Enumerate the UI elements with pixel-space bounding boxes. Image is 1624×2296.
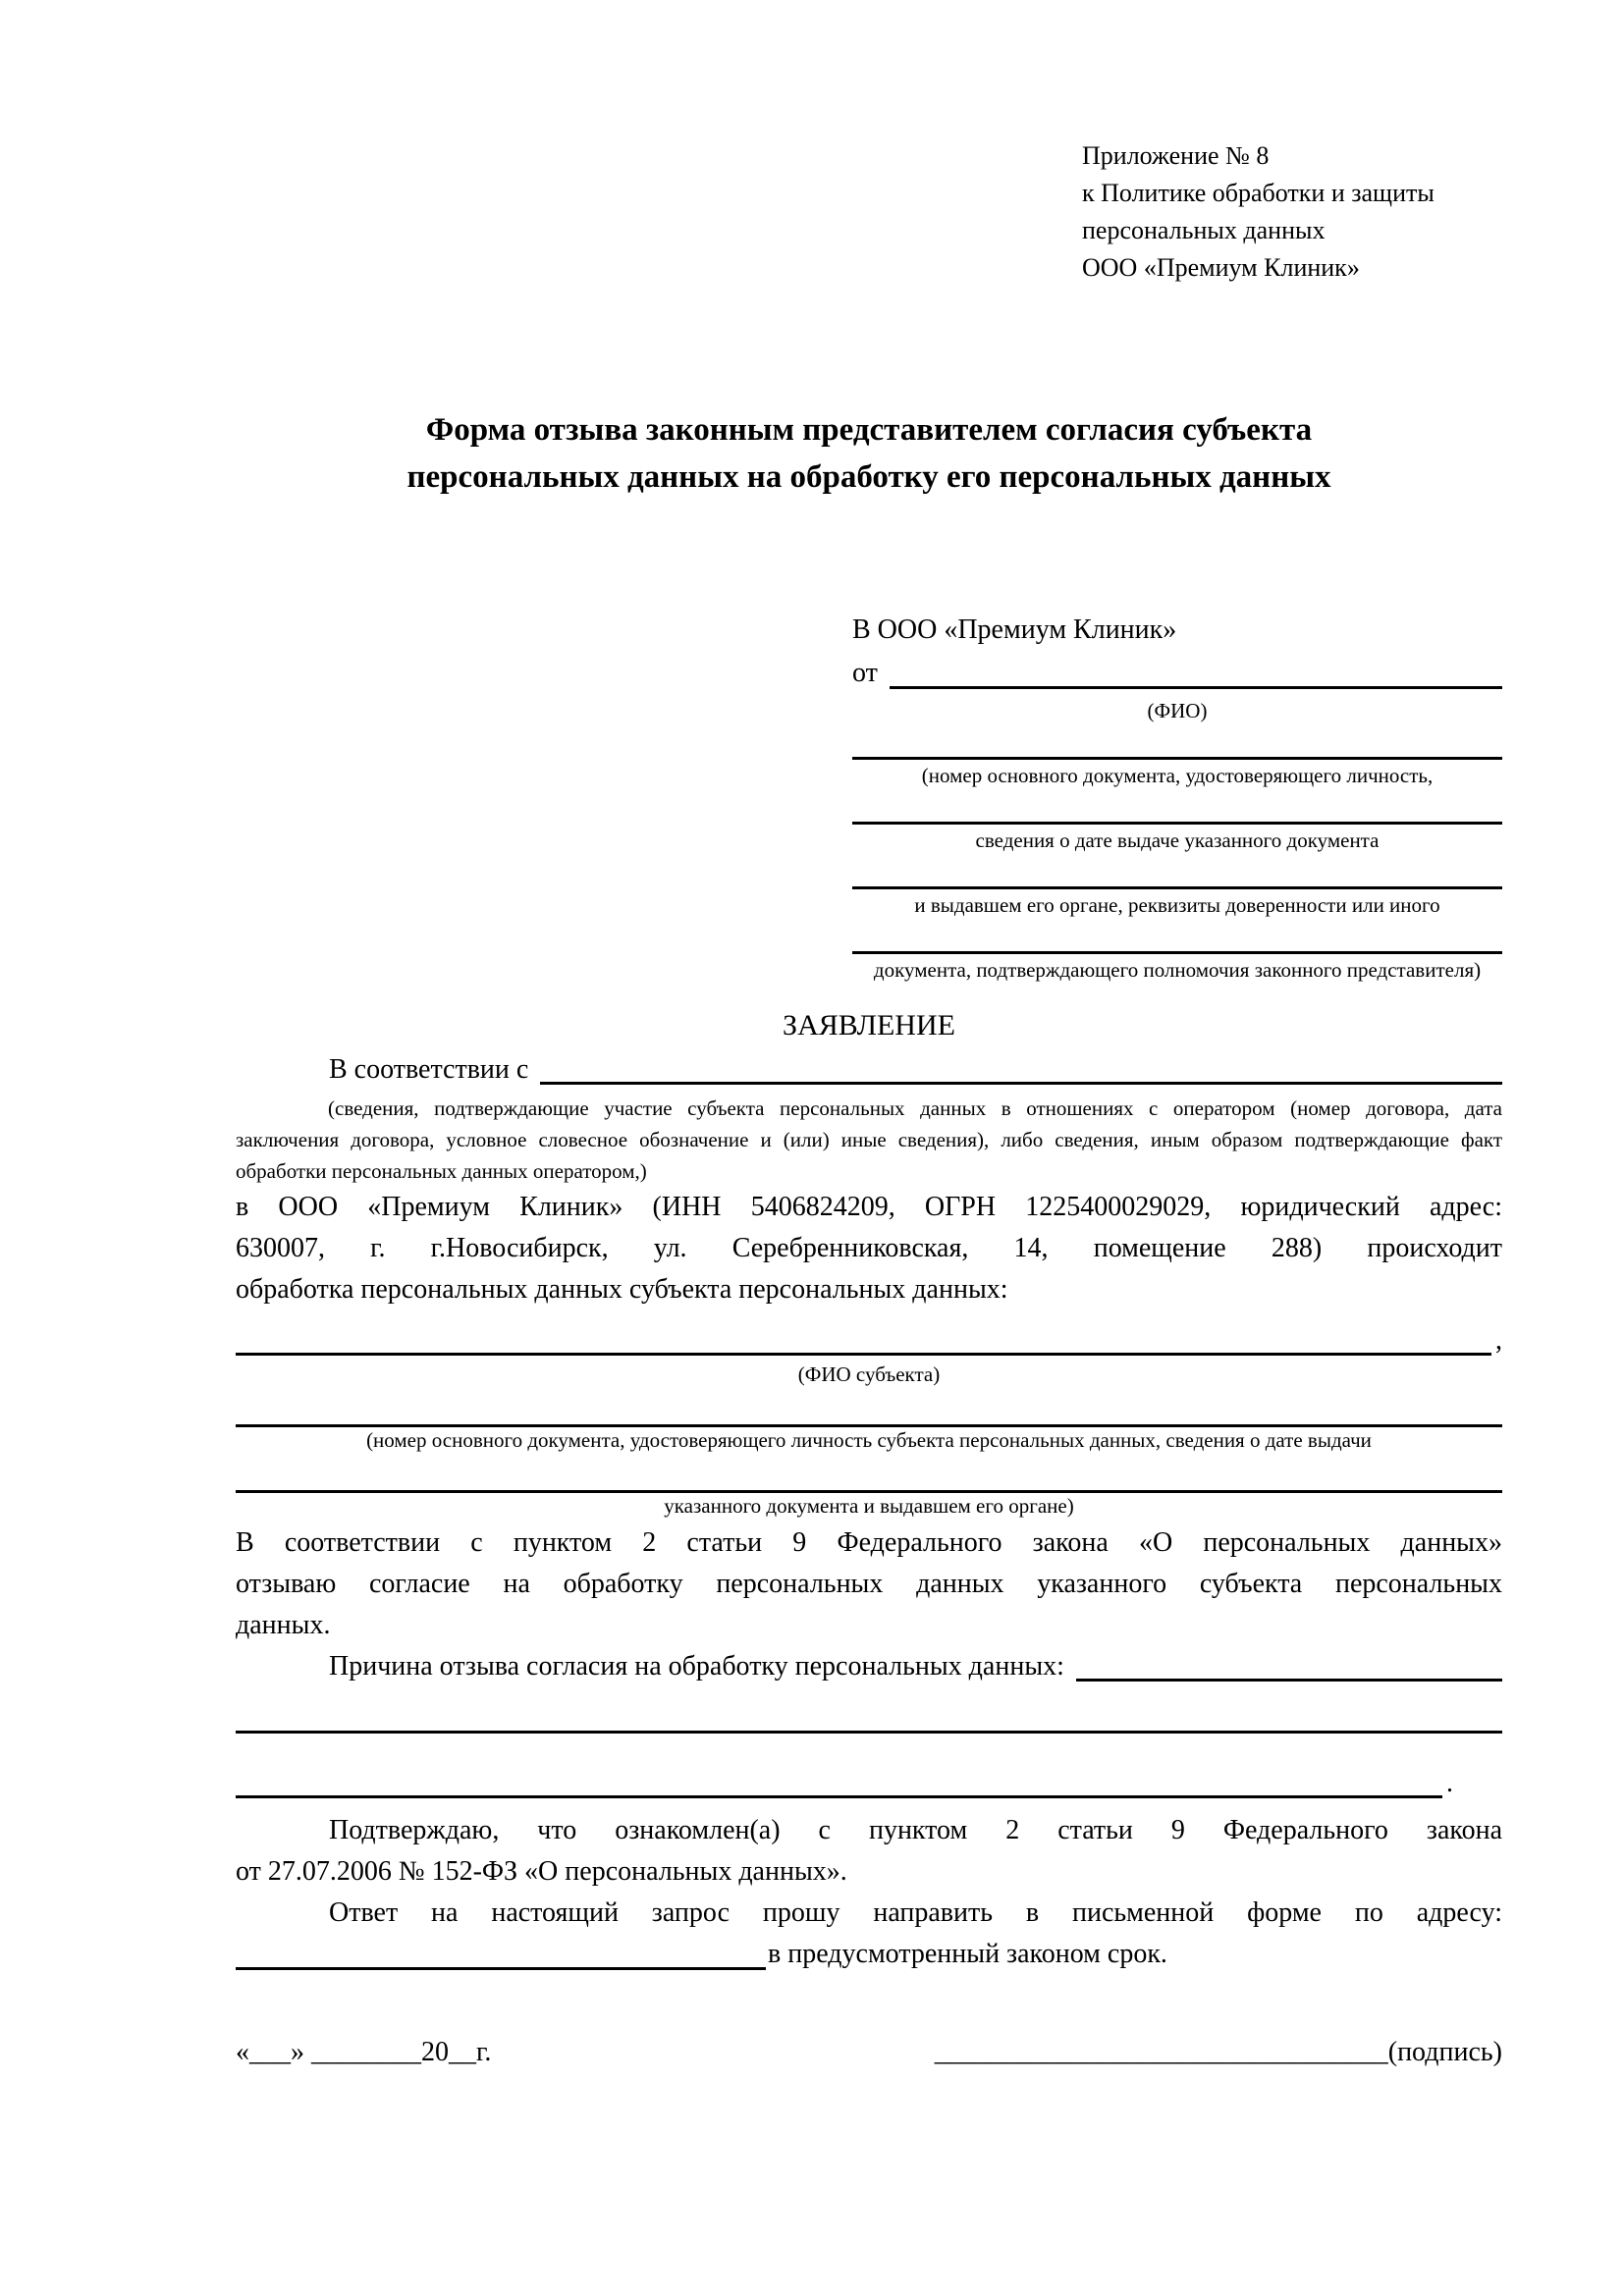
from-row xyxy=(852,652,1502,695)
date-blank: «___» ________20__г. xyxy=(236,2037,492,2067)
paragraph-line: от 27.07.2006 № 152-ФЗ «О персональных данных». xyxy=(236,1856,847,1887)
trailing-comma: , xyxy=(1495,1325,1502,1356)
document-info-field xyxy=(852,822,1502,853)
statement-heading: ЗАЯВЛЕНИЕ xyxy=(783,1009,955,1041)
subject-fio-blank-line xyxy=(236,1353,1491,1356)
blank-line-caption: документа, подтверждающего полномочия законного представителя) xyxy=(873,958,1482,982)
reason-blank-line-3 xyxy=(236,1763,1502,1804)
document-title xyxy=(236,406,1502,501)
blank-line-caption: указанного документа и выдавшем его органе) xyxy=(664,1494,1074,1518)
document-info-field xyxy=(852,951,1502,983)
signature-caption: (подпись) xyxy=(1387,2037,1502,2067)
signature-block xyxy=(935,2032,1502,2073)
subject-fio-field xyxy=(236,1320,1502,1362)
appendix-line: к Политике обработки и защиты xyxy=(1082,179,1435,207)
in-accordance-caption xyxy=(236,1093,1502,1187)
paragraph-line: В соответствии с пунктом 2 статьи 9 Федерального закона «О персональных данных» xyxy=(236,1527,1502,1558)
fio-blank-line xyxy=(890,686,1502,689)
caption-line: заключения договора, условное словесное обозначение и (или) иные сведения), либо сведения, иным образом подтверждающие факт xyxy=(236,1128,1502,1151)
blank-line-caption: (номер основного документа, удостоверяющего личность субъекта персональных данных, сведения о дате выдачи xyxy=(366,1428,1372,1452)
document-info-field xyxy=(852,757,1502,788)
appendix-header xyxy=(1082,137,1502,287)
document-title-line: персональных данных на обработку его персональных данных xyxy=(406,459,1331,495)
caption-line: (сведения, подтверждающие участие субъекта персональных данных в отношениях с оператором (номер договора, дата xyxy=(328,1096,1502,1120)
appendix-line: ООО «Премиум Клиник» xyxy=(1082,253,1360,282)
blank-line-caption: сведения о дате выдаче указанного документа xyxy=(975,828,1380,852)
trailing-period: . xyxy=(1446,1768,1453,1798)
blank-line-caption: и выдавшем его органе, реквизиты доверенности или иного xyxy=(914,893,1440,917)
response-request-tail: в предусмотренный законом срок. xyxy=(768,1939,1167,1969)
in-accordance-row xyxy=(236,1049,1502,1091)
blank-line xyxy=(852,757,1502,760)
subject-fio-caption: (ФИО субъекта) xyxy=(797,1362,941,1386)
blank-line-caption: (номер основного документа, удостоверяющего личность, xyxy=(921,764,1434,787)
blank-line xyxy=(236,1795,1442,1798)
fio-caption: (ФИО) xyxy=(1147,699,1208,722)
recipient-block xyxy=(852,609,1502,983)
paragraph-line: данных. xyxy=(236,1610,331,1640)
blank-line xyxy=(852,822,1502,825)
paragraph-line: в ООО «Премиум Клиник» (ИНН 5406824209, ОГРН 1225400029029, юридический адрес: xyxy=(236,1192,1502,1222)
caption-line: обработки персональных данных оператором,) xyxy=(236,1159,647,1183)
withdrawal-paragraph xyxy=(236,1522,1502,1646)
reason-label: Причина отзыва согласия на обработку персональных данных: xyxy=(329,1651,1064,1682)
operator-paragraph xyxy=(236,1187,1502,1310)
address-blank-line xyxy=(236,1967,766,1970)
paragraph-line: Подтверждаю, что ознакомлен(а) с пунктом 2 статьи 9 Федерального закона xyxy=(329,1815,1502,1845)
from-label: от xyxy=(852,658,878,688)
reason-blank-line xyxy=(1076,1679,1502,1682)
document-title-line: Форма отзыва законным представителем согласия субъекта xyxy=(425,412,1313,448)
paragraph-line: 630007, г. г.Новосибирск, ул. Серебренниковская, 14, помещение 288) происходит xyxy=(236,1233,1502,1263)
paragraph-line: обработка персональных данных субъекта персональных данных: xyxy=(236,1274,1008,1305)
confirmation-paragraph xyxy=(236,1810,1502,1893)
reason-blank-line-2 xyxy=(236,1731,1502,1734)
blank-line xyxy=(852,951,1502,954)
date-signature-row xyxy=(236,2032,1502,2073)
paragraph-line: отзываю согласие на обработку персональных данных указанного субъекта персональных xyxy=(236,1569,1502,1599)
recipient-organization: В ООО «Премиум Клиник» xyxy=(852,614,1177,645)
signature-blank-line: _________________________________ xyxy=(934,2037,1388,2067)
appendix-line: Приложение № 8 xyxy=(1082,141,1270,170)
in-accordance-label: В соответствии с xyxy=(329,1054,529,1085)
appendix-line: персональных данных xyxy=(1082,216,1326,244)
reason-row xyxy=(236,1646,1502,1687)
response-address-row xyxy=(236,1934,1502,1975)
accordance-blank-line xyxy=(540,1082,1502,1085)
response-request-line: Ответ на настоящий запрос прошу направить в письменной форме по адресу: xyxy=(329,1897,1502,1928)
blank-line xyxy=(852,886,1502,889)
subject-document-field xyxy=(236,1490,1502,1519)
document-info-field xyxy=(852,886,1502,918)
subject-document-field xyxy=(236,1424,1502,1453)
